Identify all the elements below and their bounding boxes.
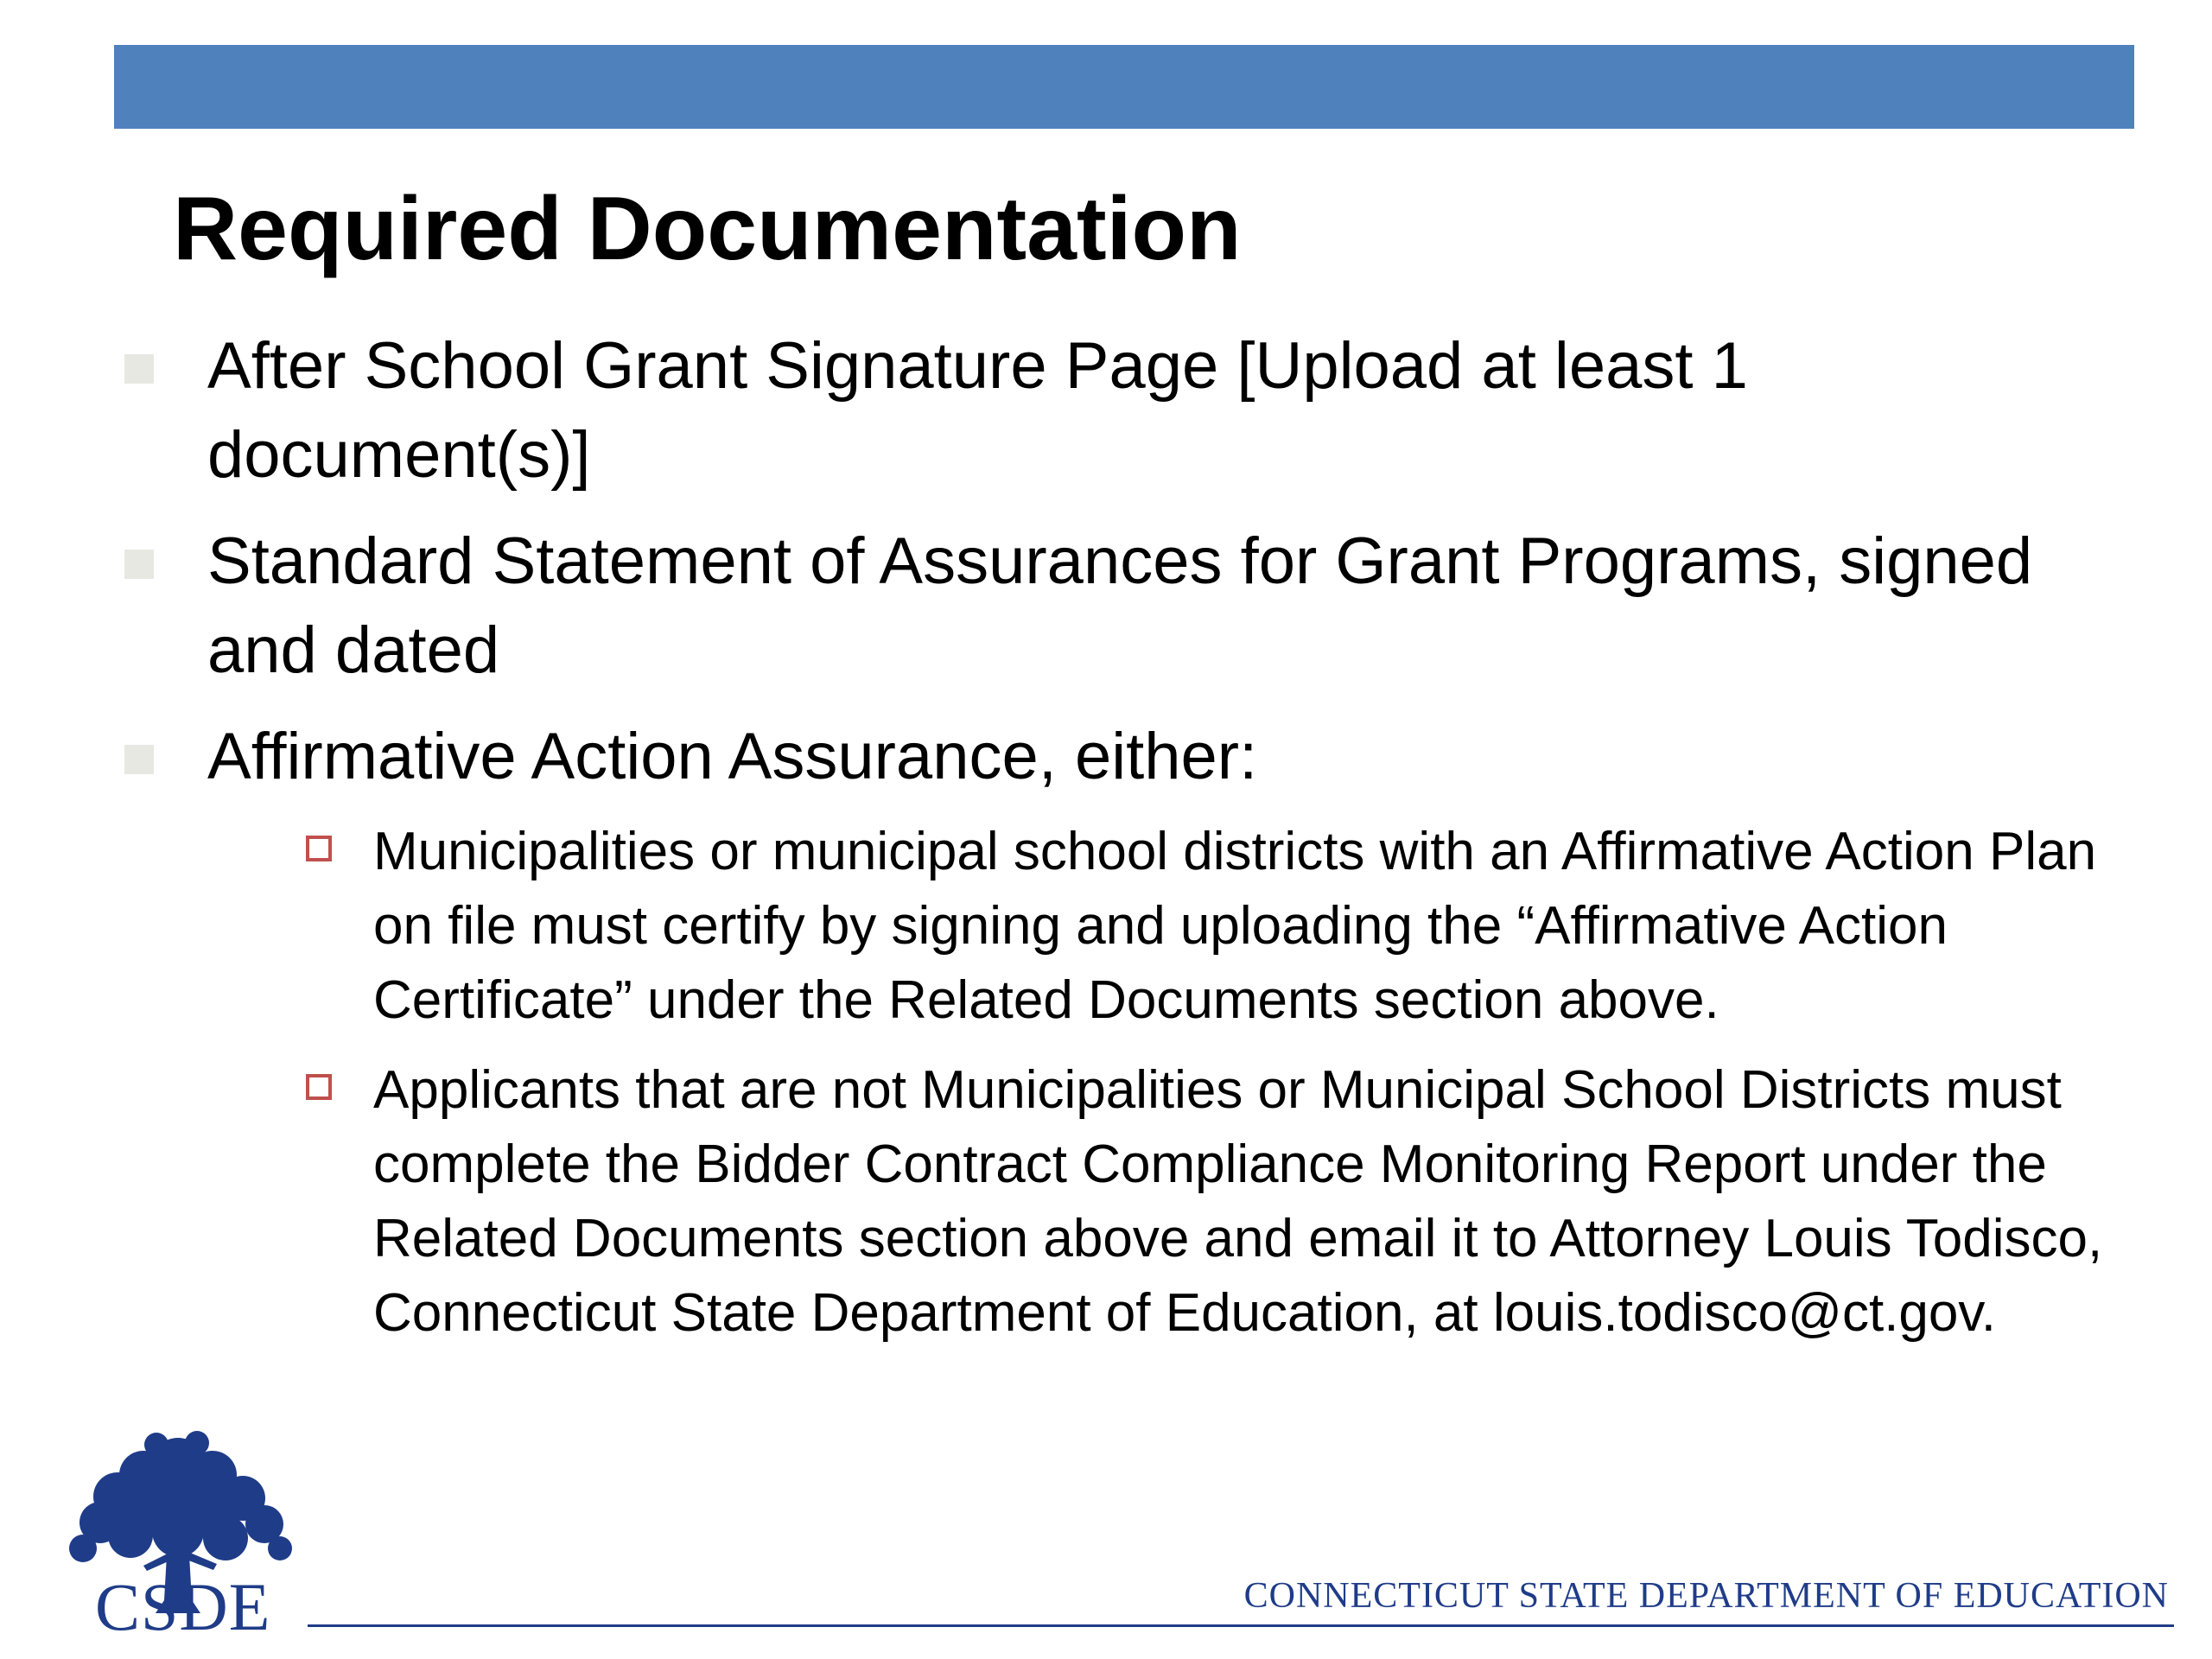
list-item: [121, 712, 2108, 801]
sub-bullet-list: [121, 815, 2108, 1351]
list-item: [121, 321, 2108, 499]
department-name: CONNECTICUT STATE DEPARTMENT OF EDUCATION: [1243, 1576, 2169, 1616]
list-item: [121, 517, 2108, 695]
slide-title: Required Documentation: [173, 179, 1242, 279]
logo-text: CSDE: [95, 1569, 271, 1644]
sub-list-item: [306, 815, 2153, 1038]
square-bullet-icon: [124, 354, 154, 384]
footer-divider: [308, 1624, 2174, 1627]
header-bar: [114, 45, 2134, 129]
sub-list-item-text: Municipalities or municipal school districts with an Affirmative Action Plan on file must certify by signing and uploading the “Affirmative Action Certificate” under the Related Documents section above.: [373, 822, 2097, 1030]
bullet-list: [121, 321, 2108, 1366]
list-item-text: After School Grant Signature Page [Upload at least 1 document(s)]: [207, 329, 1748, 492]
sub-list-item: [306, 1053, 2153, 1351]
list-item-text: Standard Statement of Assurances for Grant Programs, signed and dated: [207, 524, 2033, 687]
list-item-text: Affirmative Action Assurance, either:: [207, 720, 1258, 793]
square-bullet-icon: [124, 550, 154, 579]
square-bullet-icon: [124, 745, 154, 774]
sub-list-item-text: Applicants that are not Municipalities or Municipal School Districts must complete the Bidder Contract Compliance Monitoring Report under the Related Documents section above and email it to Attorney Louis Todisco, Connecticut State Department of Education, at louis.todisco@ct.gov.: [373, 1060, 2103, 1343]
hollow-square-bullet-icon: [306, 1074, 332, 1100]
hollow-square-bullet-icon: [306, 836, 332, 861]
